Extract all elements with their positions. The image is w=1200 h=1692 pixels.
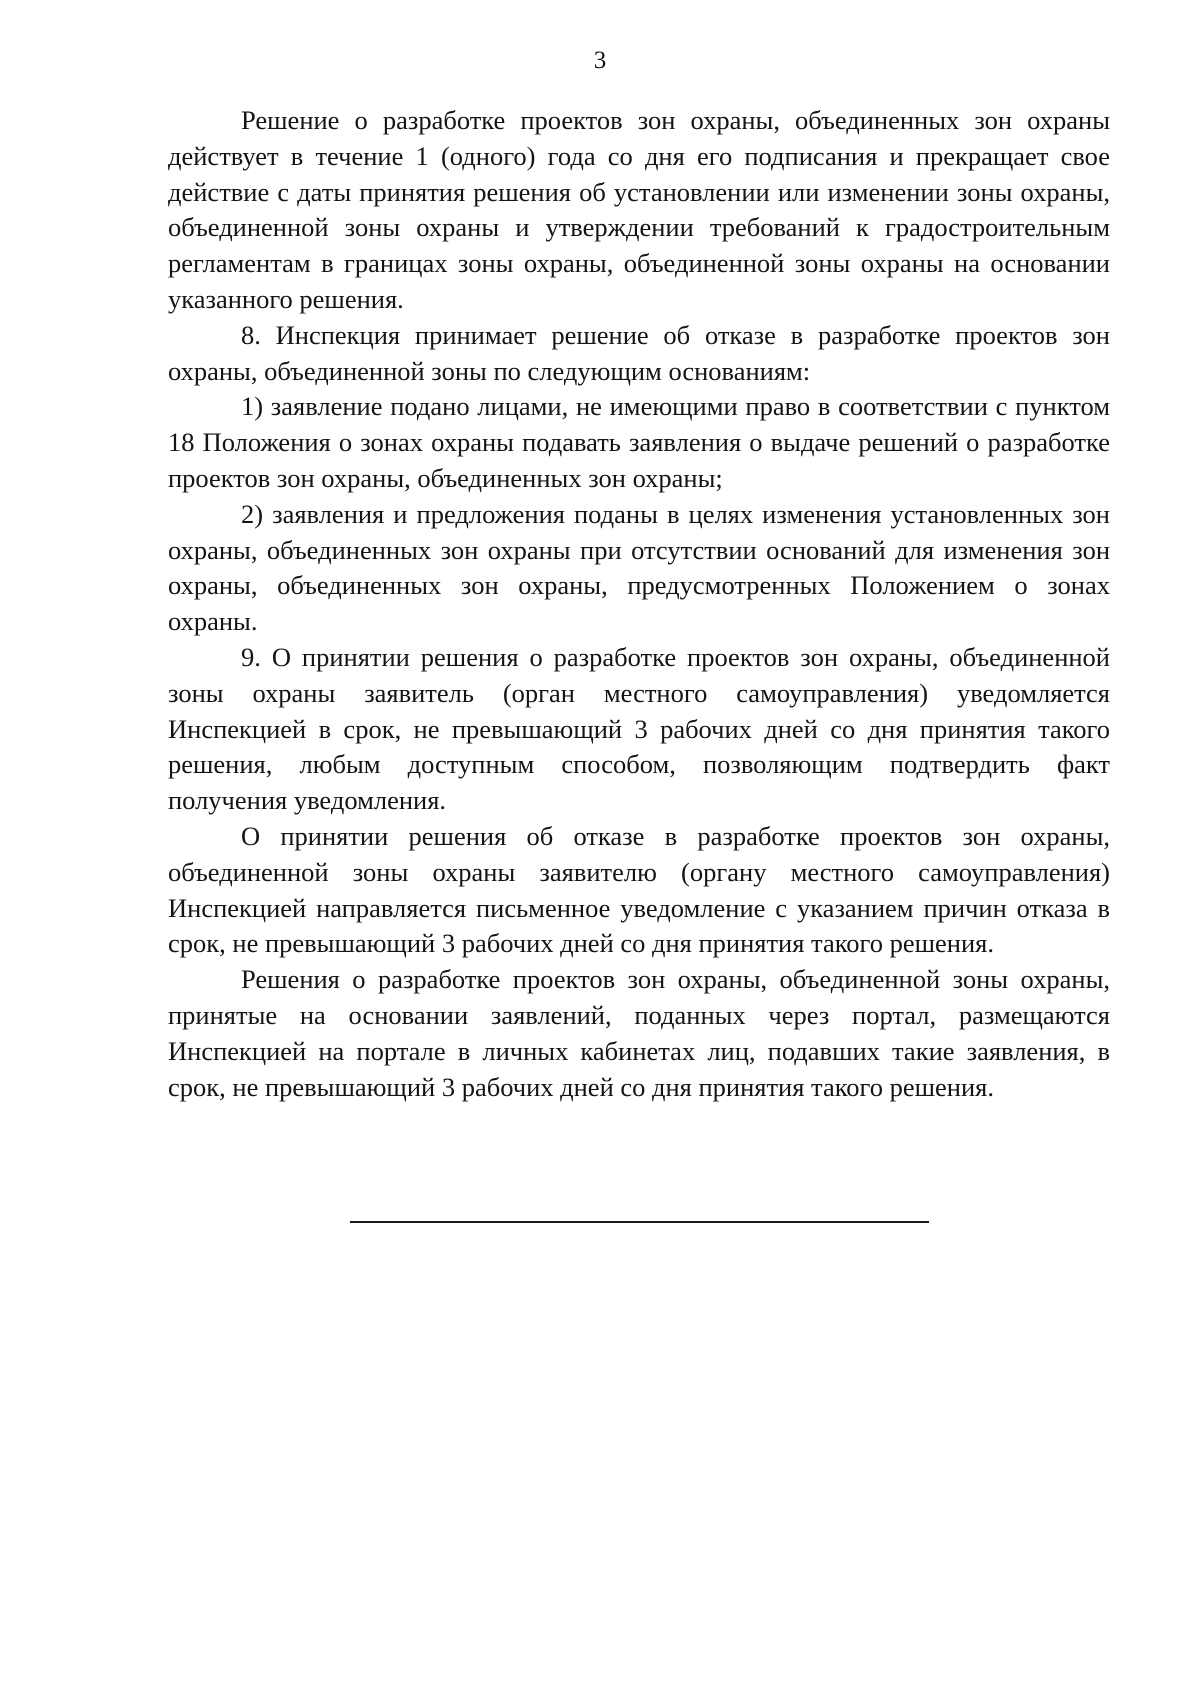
paragraph-subitem-2: 2) заявления и предложения поданы в целях изменения установленных зон охраны, объединенных зон охраны при отсутствии оснований для изменения зон охраны, объединенных зон охраны, предусмотренных Положением о зонах охраны. (168, 498, 1110, 637)
paragraph-refusal-notice: О принятии решения об отказе в разработке проектов зон охраны, объединенной зоны охраны заявителю (органу местного самоуправления) Инспекцией направляется письменное уведомление с указанием причин отказа в срок, не превышающий 3 рабочих дней со дня принятия такого решения. (168, 820, 1110, 959)
end-divider-line (350, 1221, 929, 1223)
body-text (168, 103, 1110, 1105)
page-number: 3 (593, 47, 607, 74)
paragraph-portal-placement: Решения о разработке проектов зон охраны, объединенной зоны охраны, принятые на основании заявлений, поданных через портал, размещаются Инспекцией на портале в личных кабинетах лиц, подавших такие заявления, в срок, не превышающий 3 рабочих дней со дня принятия такого решения. (168, 964, 1110, 1102)
paragraph-validity: Решение о разработке проектов зон охраны, объединенных зон охраны действует в течение 1 (одного) года со дня его подписания и прекращает свое действие с даты принятия решения об установлении или изменении зоны охраны, объединенной зоны охраны и утверждении требований к градостроительным регламентам в границах зоны охраны, объединенной зоны охраны на основании указанного решения. (168, 105, 1110, 314)
paragraph-item-8: 8. Инспекция принимает решение об отказе в разработке проектов зон охраны, объединенной зоны по следующим основаниям: (168, 319, 1110, 386)
paragraph-subitem-1: 1) заявление подано лицами, не имеющими право в соответствии с пунктом 18 Положения о зонах охраны подавать заявления о выдаче решений о разработке проектов зон охраны, объединенных зон охраны; (168, 391, 1110, 493)
paragraph-item-9: 9. О принятии решения о разработке проектов зон охраны, объединенной зоны охраны заявитель (орган местного самоуправления) уведомляется Инспекцией в срок, не превышающий 3 рабочих дней со дня принятия такого решения, любым доступным способом, позволяющим подтвердить факт получения уведомления. (168, 641, 1110, 816)
